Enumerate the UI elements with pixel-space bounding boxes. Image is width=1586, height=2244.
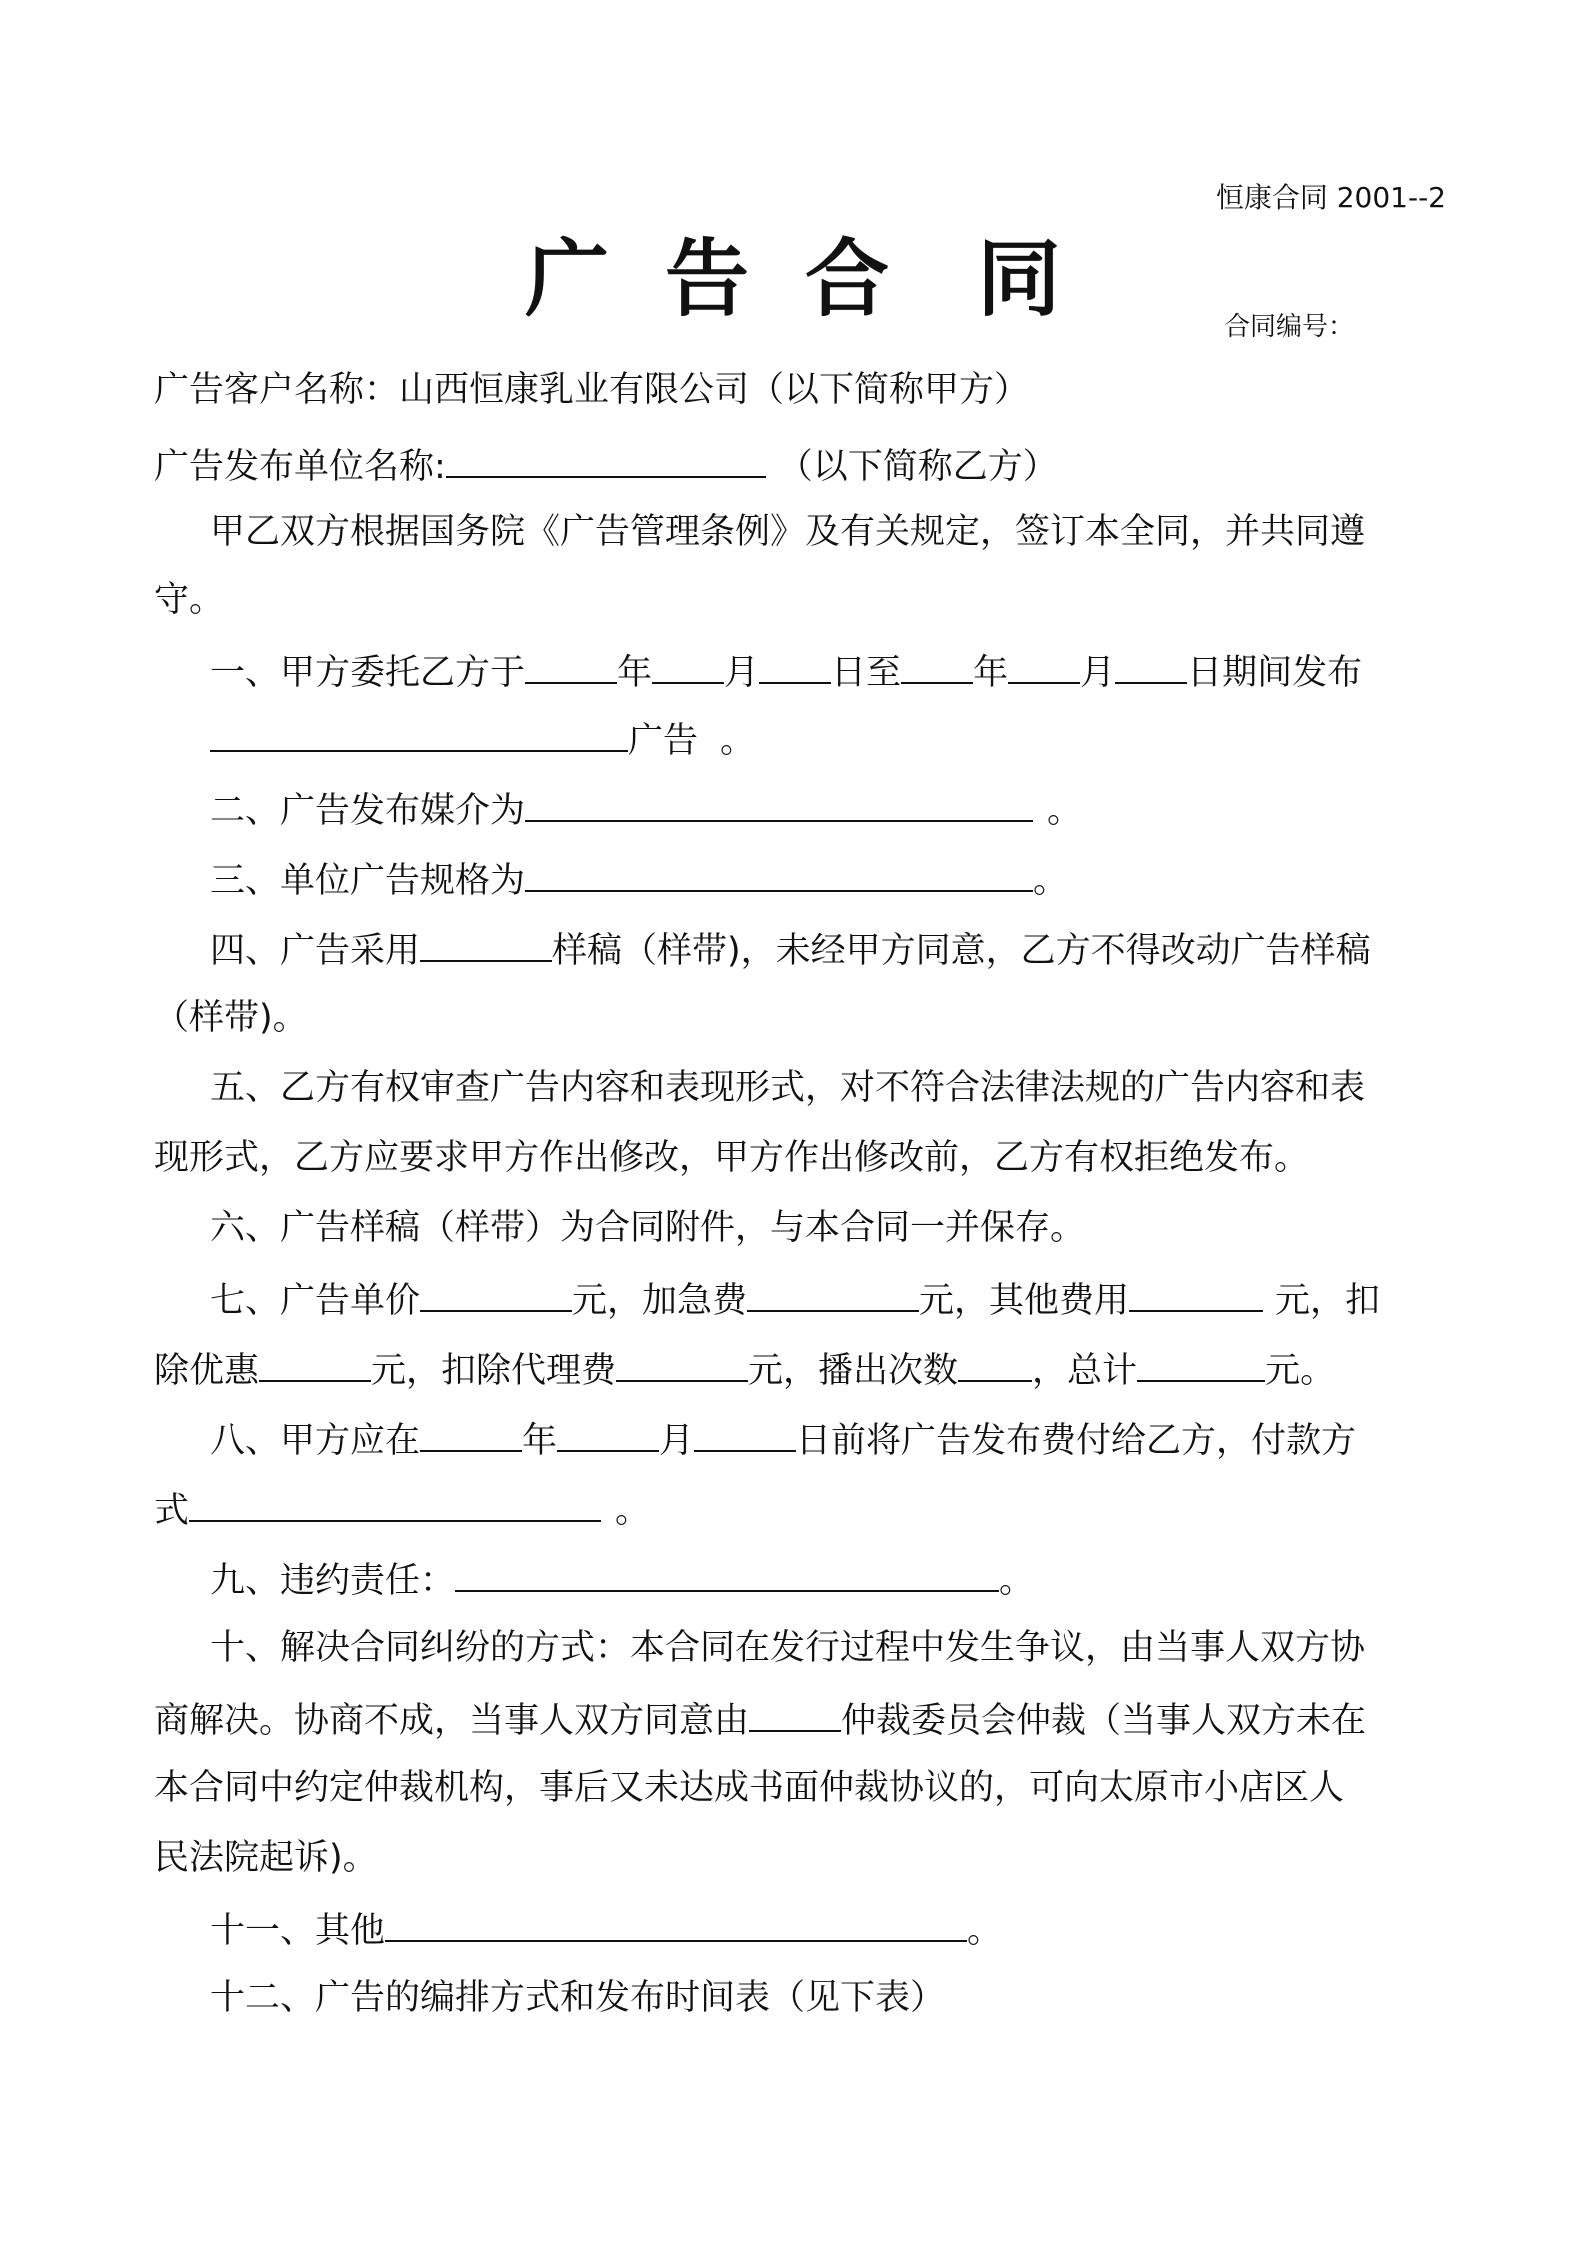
- clause-4-text-b: 样稿（样带)，未经甲方同意，乙方不得改动广告样稿: [552, 931, 1371, 971]
- clause-8-line-2: [154, 1486, 650, 1533]
- clause-3-line: [210, 856, 1068, 903]
- clause-11-line: [210, 1906, 1002, 1953]
- month-label: 月: [724, 653, 760, 693]
- other-fee-blank[interactable]: [1129, 1276, 1263, 1312]
- title-char: 合: [805, 230, 890, 328]
- clause-5-line-1: 五、乙方有权审查广告内容和表现形式，对不符合法律法规的广告内容和表: [210, 1068, 1366, 1108]
- arbitration-blank[interactable]: [749, 1696, 841, 1732]
- year-label: 年: [973, 653, 1009, 693]
- publisher-name-line: [154, 442, 1058, 489]
- clause-3-end: 。: [1033, 861, 1069, 901]
- payment-day-blank[interactable]: [694, 1416, 796, 1452]
- title-char: 广: [524, 230, 609, 328]
- title-char: 同: [977, 230, 1062, 328]
- clause-7-text-b: 元，加急费: [572, 1281, 748, 1321]
- ad-label: 广告: [628, 721, 699, 761]
- intro-line-2: 守。: [154, 580, 225, 620]
- spec-blank[interactable]: [525, 856, 1033, 892]
- media-blank[interactable]: [525, 786, 1033, 822]
- clause-8-end: 。: [615, 1491, 651, 1531]
- clause-7-text-e: 除优惠: [154, 1351, 260, 1391]
- payment-year-blank[interactable]: [420, 1416, 522, 1452]
- clause-2-text: 二、广告发布媒介为: [210, 791, 526, 831]
- clause-7-text-c: 元，其他费用: [919, 1281, 1130, 1321]
- clause-9-text: 九、违约责任：: [210, 1561, 456, 1601]
- clause-11-end: 。: [967, 1911, 1003, 1951]
- clause-7-line-1: [210, 1276, 1380, 1323]
- clause-10-line-1: 十、解决合同纠纷的方式：本合同在发行过程中发生争议，由当事人双方协: [210, 1628, 1366, 1668]
- clause-10-text-a: 商解决。协商不成，当事人双方同意由: [154, 1701, 750, 1741]
- clause-1-tail: 日期间发布: [1187, 653, 1363, 693]
- start-day-blank[interactable]: [759, 648, 831, 684]
- clause-3-text: 三、单位广告规格为: [210, 861, 526, 901]
- contract-number-label: 合同编号：: [1224, 312, 1355, 342]
- sample-type-blank[interactable]: [420, 926, 552, 962]
- payment-month-blank[interactable]: [557, 1416, 659, 1452]
- clause-4-line-2: （样带)。: [154, 998, 308, 1038]
- clause-4-text: 四、广告采用: [210, 931, 421, 971]
- clause-1-end: 。: [720, 721, 756, 761]
- clause-1-line-2: [210, 716, 755, 763]
- year-label: 年: [617, 653, 653, 693]
- clause-7-text-f: 元，扣除代理费: [371, 1351, 617, 1391]
- agency-fee-blank[interactable]: [616, 1346, 748, 1382]
- month-label: 月: [659, 1421, 695, 1461]
- clause-7-text-d: 元，扣: [1275, 1281, 1381, 1321]
- year-label: 年: [522, 1421, 558, 1461]
- clause-6-line: 六、广告样稿（样带）为合同附件，与本合同一并保存。: [210, 1208, 1086, 1248]
- clause-7-text-h: ，总计: [1032, 1351, 1138, 1391]
- document-code: 恒康合同 2001--2: [1215, 181, 1446, 214]
- clause-8-text: 八、甲方应在: [210, 1421, 421, 1461]
- publisher-suffix: （以下简称乙方）: [777, 447, 1058, 487]
- clause-10-line-3: 本合同中约定仲裁机构，事后又未达成书面仲裁协议的，可向太原市小店区人: [154, 1768, 1345, 1808]
- day-to-label: 日至: [831, 653, 902, 693]
- clause-7-line-2: [154, 1346, 1335, 1393]
- other-terms-blank[interactable]: [385, 1906, 967, 1942]
- end-month-blank[interactable]: [1008, 648, 1080, 684]
- clause-10-line-2: [154, 1696, 1366, 1743]
- liability-blank[interactable]: [455, 1556, 999, 1592]
- unit-price-blank[interactable]: [420, 1276, 572, 1312]
- rush-fee-blank[interactable]: [747, 1276, 919, 1312]
- clause-10-line-4: 民法院起诉)。: [154, 1838, 378, 1878]
- clause-2-end: 。: [1047, 791, 1083, 831]
- clause-11-text: 十一、其他: [210, 1911, 386, 1951]
- clause-9-line: [210, 1556, 1034, 1603]
- end-year-blank[interactable]: [901, 648, 973, 684]
- clause-1-text: 一、甲方委托乙方于: [210, 653, 526, 693]
- clause-8-line-1: [210, 1416, 1356, 1463]
- broadcast-count-blank[interactable]: [958, 1346, 1032, 1382]
- title-char: 告: [664, 230, 749, 328]
- total-blank[interactable]: [1137, 1346, 1265, 1382]
- publisher-label: 广告发布单位名称:: [154, 447, 446, 487]
- clause-10-text-b: 仲裁委员会仲裁（当事人双方未在: [841, 1701, 1367, 1741]
- clause-8-text-d: 日前将广告发布费付给乙方，付款方: [796, 1421, 1357, 1461]
- publisher-name-blank[interactable]: [446, 442, 766, 478]
- start-year-blank[interactable]: [525, 648, 617, 684]
- client-name-line: 广告客户名称：山西恒康乳业有限公司（以下简称甲方）: [154, 370, 1030, 410]
- payment-method-blank[interactable]: [189, 1486, 601, 1522]
- clause-5-line-2: 现形式，乙方应要求甲方作出修改，甲方作出修改前，乙方有权拒绝发布。: [154, 1138, 1310, 1178]
- clause-8-text-e: 式: [154, 1491, 190, 1531]
- discount-blank[interactable]: [259, 1346, 371, 1382]
- ad-name-blank[interactable]: [210, 716, 628, 752]
- clause-12-line: 十二、广告的编排方式和发布时间表（见下表）: [210, 1978, 946, 2018]
- end-day-blank[interactable]: [1115, 648, 1187, 684]
- month-label: 月: [1080, 653, 1116, 693]
- clause-1-line-1: [210, 648, 1362, 695]
- clause-7-text-i: 元。: [1265, 1351, 1336, 1391]
- start-month-blank[interactable]: [652, 648, 724, 684]
- clause-4-line-1: [210, 926, 1371, 973]
- intro-line-1: 甲乙双方根据国务院《广告管理条例》及有关规定，签订本全同，并共同遵: [210, 512, 1366, 552]
- clause-7-text-g: 元，播出次数: [748, 1351, 959, 1391]
- clause-7-text: 七、广告单价: [210, 1281, 421, 1321]
- clause-9-end: 。: [999, 1561, 1035, 1601]
- clause-2-line: [210, 786, 1082, 833]
